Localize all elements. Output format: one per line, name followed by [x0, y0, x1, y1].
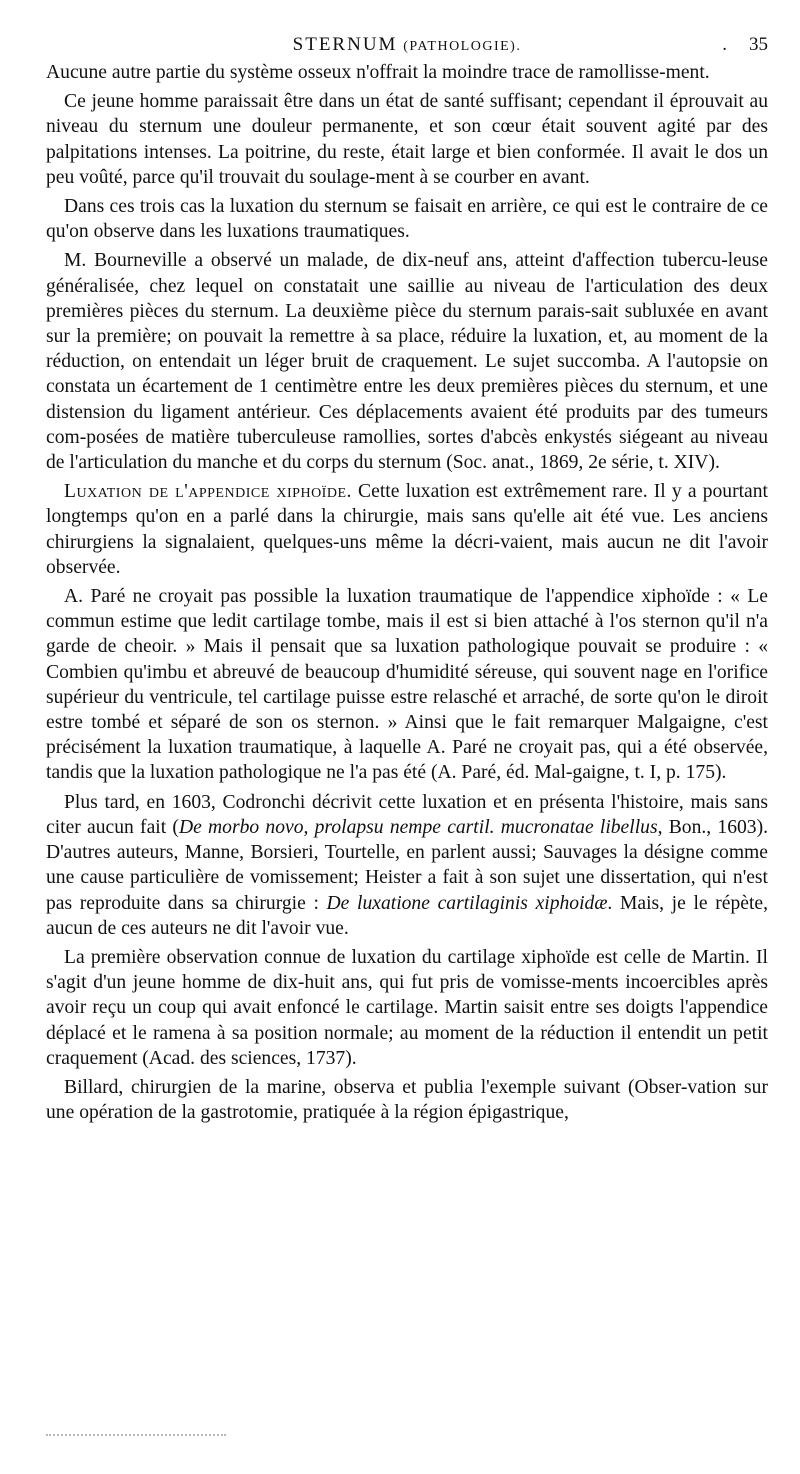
page-number: 35: [749, 34, 768, 55]
section-heading: Luxation de l'appendice xiphoïde.: [64, 481, 352, 503]
paragraph-8: La première observation connue de luxation du cartilage xiphoïde est celle de Martin. Il s'agit d'un jeune homme de dix-huit ans, qui fut pris de vomisse-ments incoercibles après avoir reçu un coup qui avait enfoncé le cartilage. Martin saisit entre ses doigts l'appendice déplacé et le ramena à sa position normale; au moment de la réduction il entendit un petit craquement (Acad. des sciences, 1737).: [46, 946, 768, 1069]
paragraph-7-part-2: , Bon., 1603). D'autres auteurs, Manne, Borsieri, Tourtelle, en parlent aussi; Sauvages la désigne comme une cause particulière de vomissement; Heister a fait à son sujet une dissertation, qui n'est pas reproduite dans sa chirurgie :: [46, 816, 769, 914]
running-header: [46, 30, 768, 60]
paragraph-5-text: Cette luxation est extrêmement rare. Il y a pourtant longtemps qu'on en a parlé dans la chirurgie, mais sans qu'elle ait été vue. Les anciens chirurgiens la signalaient, quelques-uns même la décri-vaient, mais aucun ne dit l'avoir observée.: [46, 481, 768, 578]
paragraph-6: A. Paré ne croyait pas possible la luxation traumatique de l'appendice xiphoïde : « Le commun estime que ledit cartilage tombe, mais il est si bien attaché à l'os sternon qu'il n'a garde de cheoir. » Mais il pensait que sa luxation pathologique pouvait se produire : « Combien qu'imbu et abreuvé de beaucoup d'humidité séreuse, qui souvent nage en l'orifice supérieur du ventricule, tel cartilage puisse estre relasché et arraché, de sorte qu'on le diroit estre tombé et séparé de son os sternon. » Ainsi que le fait remarquer Malgaigne, c'est précisément la luxation traumatique, à laquelle A. Paré ne croyait pas, qui a été observée, tandis que la luxation pathologique ne l'a pas été (A. Paré, éd. Mal-gaigne, t. I, p. 175).: [46, 586, 768, 784]
paragraph-7-italic-title-2: De luxatione cartilaginis xiphoidæ: [326, 892, 608, 914]
header-dot: .: [722, 34, 727, 55]
paragraph-9: Billard, chirurgien de la marine, observa et publia l'exemple suivant (Obser-vation sur une opération de la gastrotomie, pratiquée à la région épigastrique,: [46, 1076, 768, 1124]
book-page: [46, 30, 768, 1450]
paragraph-3: Dans ces trois cas la luxation du sternum se faisait en arrière, ce qui est le contraire de ce qu'on observe dans les luxations traumatiques.: [46, 196, 768, 243]
header-title: STERNUM: [292, 34, 398, 55]
header-subtitle: (PATHOLOGIE).: [403, 39, 522, 54]
paragraph-1: Aucune autre partie du système osseux n'offrait la moindre trace de ramollisse-ment.: [46, 62, 710, 83]
paragraph-7: [46, 790, 768, 941]
page-number-block: [722, 30, 768, 60]
paragraph-7-part-1: Plus tard, en 1603, Codronchi décrivit cette luxation et en présenta l'histoire, mais sans citer aucun fait (: [46, 791, 768, 838]
paragraph-5: [46, 479, 768, 580]
paragraph-2: Ce jeune homme paraissait être dans un état de santé suffisant; cependant il éprouvait au niveau du sternum une douleur permanente, et son cœur était souvent agité par des palpitations intenses. La poitrine, du reste, était large et bien conformée. Il avait le dos un peu voûté, parce qu'il trouvait du soulage-ment à se courber en avant.: [46, 91, 768, 188]
paragraph-7-part-3: . Mais, je le répète, aucun de ces auteurs ne dit l'avoir vue.: [46, 892, 768, 939]
paragraph-7-italic-title: De morbo novo, prolapsu nempe cartil. mucronatae libellus: [178, 816, 658, 838]
paragraph-4: M. Bourneville a observé un malade, de dix-neuf ans, atteint d'affection tubercu-leuse généralisée, chez lequel on constatait une saillie au niveau de l'articulation des deux premières pièces du sternum. La deuxième pièce du sternum parais-sait subluxée en avant sur la première; on pouvait la remettre à sa place, réduire la luxation, et, au moment de la réduction, on entendait un léger bruit de craquement. Le sujet succomba. A l'autopsie on constata un écartement de 1 centimètre entre les deux premières pièces du sternum, et une distension du ligament antérieur. Ces déplacements avaient été produits par des tumeurs com-posées de matière tuberculeuse ramollies, sortes d'abcès enkystés siégeant au niveau de l'articulation du manche et du corps du sternum (Soc. anat., 1869, 2e série, t. XIV).: [46, 250, 768, 474]
footer-marks: [46, 1434, 226, 1442]
